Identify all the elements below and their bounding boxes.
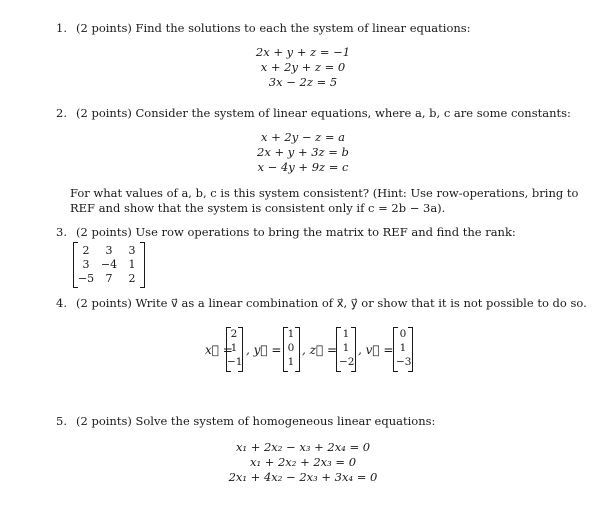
problem-1-equation-2: x + 2y + z = 0 — [260, 60, 346, 74]
vector-entry: 1 — [230, 342, 238, 354]
vector-x-label: x⃗ = — [205, 343, 233, 357]
vector-entry: −1 — [227, 356, 243, 368]
matrix-cell: 3 — [82, 258, 90, 271]
vector-entry: 1 — [287, 356, 295, 368]
vector-entry: −2 — [339, 356, 355, 368]
problem-5-heading: (2 points) Solve the system of homogeneous linear equations: — [76, 414, 436, 428]
problem-1-number: 1. — [56, 21, 67, 35]
vector-v-label: , v⃗ = — [358, 343, 394, 357]
matrix-cell: −4 — [100, 258, 118, 271]
vector-entry: 0 — [399, 328, 407, 340]
matrix-cell: 7 — [105, 272, 113, 285]
vector-y-label: , y⃗ = — [246, 343, 282, 357]
vector-v — [393, 327, 413, 372]
problem-1-equation-1: 2x + y + z = −1 — [255, 45, 351, 59]
problem-3-heading: (2 points) Use row operations to bring the matrix to REF and find the rank: — [76, 225, 516, 239]
problem-2-question-line-1: For what values of a, b, c is this system consistent? (Hint: Use row-operations, bring to — [70, 186, 579, 200]
problem-2-equation-1: x + 2y − z = a — [260, 130, 346, 144]
vector-entry: 1 — [342, 342, 350, 354]
matrix-cell: 2 — [82, 244, 90, 257]
matrix-cell: −5 — [77, 272, 95, 285]
problem-4-number: 4. — [56, 296, 67, 310]
vector-y — [283, 327, 300, 372]
problem-2-number: 2. — [56, 106, 67, 120]
problem-3-matrix — [73, 242, 145, 288]
problem-5-equation-1: x₁ + 2x₂ − x₃ + 2x₄ = 0 — [235, 440, 371, 454]
vector-entry: 0 — [287, 342, 295, 354]
problem-1-equation-3: 3x − 2z = 5 — [268, 75, 338, 89]
matrix-cell: 3 — [128, 244, 136, 257]
problem-1-heading: (2 points) Find the solutions to each the system of linear equations: — [76, 21, 471, 35]
problem-2-question-line-2: REF and show that the system is consistent only if c = 2b − 3a). — [70, 201, 446, 215]
matrix-cell: 2 — [128, 272, 136, 285]
matrix-cell: 3 — [105, 244, 113, 257]
problem-3-number: 3. — [56, 225, 67, 239]
problem-5-equation-2: x₁ + 2x₂ + 2x₃ = 0 — [249, 455, 357, 469]
problem-2-heading: (2 points) Consider the system of linear equations, where a, b, c are some constants: — [76, 106, 571, 120]
matrix-cell: 1 — [128, 258, 136, 271]
vector-z-label: , z⃗ = — [302, 343, 338, 357]
vector-entry: 1 — [399, 342, 407, 354]
vector-z — [336, 327, 356, 372]
problem-5-equation-3: 2x₁ + 4x₂ − 2x₃ + 3x₄ = 0 — [228, 470, 378, 484]
vector-entry: 2 — [230, 328, 238, 340]
vector-entry: 1 — [287, 328, 295, 340]
problem-4-heading: (2 points) Write v⃗ as a linear combination of x⃗, y⃗ or show that it is not possible to do so. — [76, 296, 587, 310]
vector-x — [226, 327, 243, 372]
problem-2-equation-2: 2x + y + 3z = b — [257, 145, 349, 159]
problem-2-equation-3: x − 4y + 9z = c — [257, 160, 349, 174]
problem-5-number: 5. — [56, 414, 67, 428]
vector-entry: −3 — [396, 356, 412, 368]
vector-entry: 1 — [342, 328, 350, 340]
